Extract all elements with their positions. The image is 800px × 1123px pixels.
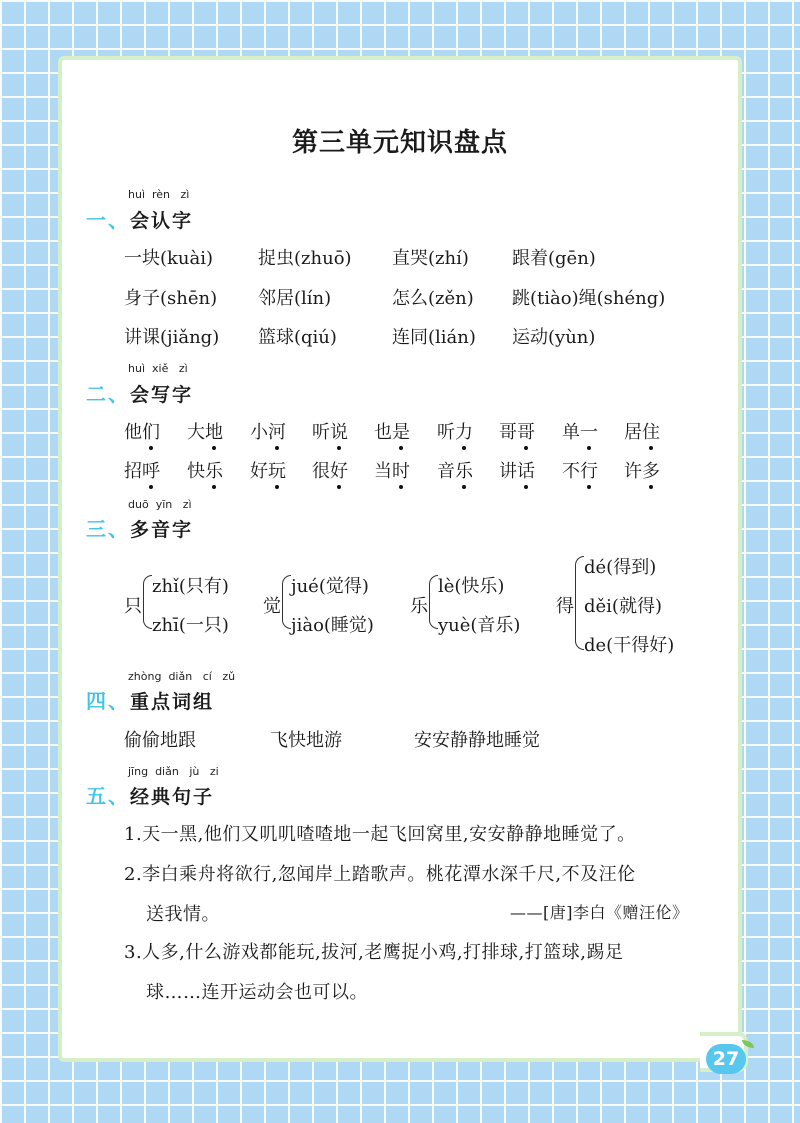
write-word	[374, 457, 410, 483]
write-char: 很	[312, 461, 330, 482]
write-char: 话	[517, 457, 535, 483]
write-char: 招	[124, 461, 142, 482]
write-char: 快	[187, 461, 205, 482]
section-5-pinyin: jīng diǎn jù zi	[128, 765, 219, 778]
recognize-char: 跳(tiào)绳(shéng)	[512, 288, 666, 309]
polyphone-char: 得	[556, 596, 574, 617]
write-char: 音	[437, 461, 455, 482]
section-2-pinyin: huì xiě zì	[128, 362, 188, 375]
write-char: 讲	[499, 461, 517, 482]
write-word	[437, 457, 473, 483]
page-title: 第三单元知识盘点	[291, 128, 508, 158]
write-char: 地	[205, 418, 223, 444]
key-phrase: 安安静静地睡觉	[414, 730, 540, 751]
write-char: 居	[624, 422, 642, 443]
polyphone-reading: zhǐ(只有)	[152, 576, 229, 597]
write-word	[499, 457, 535, 483]
write-word	[250, 457, 286, 483]
write-char: 河	[268, 418, 286, 444]
write-char: 哥	[517, 418, 535, 444]
polyphone-reading: jué(觉得)	[291, 576, 369, 597]
write-char: 小	[250, 422, 268, 443]
brace	[429, 575, 438, 629]
polyphone-reading: děi(就得)	[584, 596, 662, 617]
recognize-char: 捉虫(zhuō)	[258, 248, 352, 269]
write-char: 乐	[205, 457, 223, 483]
section-3-heading: 三、多音字	[86, 517, 194, 541]
write-char: 行	[580, 457, 598, 483]
sentence-line: 3.人多,什么游戏都能玩,拔河,老鹰捉小鸡,打排球,打篮球,踢足	[124, 942, 624, 963]
write-char: 听	[437, 422, 455, 443]
recognize-char: 运动(yùn)	[512, 327, 596, 348]
write-word	[499, 418, 535, 444]
write-word	[624, 418, 660, 444]
recognize-char: 一块(kuài)	[124, 248, 214, 269]
recognize-char: 邻居(lín)	[258, 288, 332, 309]
section-1-pinyin: huì rèn zì	[128, 188, 190, 201]
write-char: 说	[330, 418, 348, 444]
write-word	[124, 457, 160, 483]
section-5-heading: 五、经典句子	[86, 784, 215, 808]
write-char: 当	[374, 461, 392, 482]
polyphone-reading: de(干得好)	[584, 635, 675, 656]
write-char: 时	[392, 457, 410, 483]
section-2-heading: 二、会写字	[86, 382, 194, 406]
recognize-char: 篮球(qiú)	[258, 327, 337, 348]
write-char: 单	[562, 422, 580, 443]
write-word	[374, 418, 410, 444]
polyphone-reading: dé(得到)	[584, 557, 657, 578]
section-3-pinyin: duō yīn zì	[128, 498, 192, 511]
write-word	[187, 457, 223, 483]
polyphone-char: 觉	[263, 596, 281, 617]
polyphone-char: 乐	[410, 596, 428, 617]
recognize-char: 连同(lián)	[392, 327, 476, 348]
recognize-char: 跟着(gēn)	[512, 248, 596, 269]
write-char: 多	[642, 457, 660, 483]
write-char: 大	[187, 422, 205, 443]
polyphone-reading: lè(快乐)	[438, 576, 505, 597]
recognize-char: 身子(shēn)	[124, 288, 218, 309]
section-4-pinyin: zhòng diǎn cí zǔ	[128, 670, 236, 683]
brace	[575, 556, 584, 650]
polyphone-reading: yuè(音乐)	[438, 615, 521, 636]
page-number: 27	[706, 1044, 746, 1074]
brace	[143, 575, 152, 629]
section-4-heading: 四、重点词组	[86, 689, 215, 713]
write-char: 一	[580, 418, 598, 444]
recognize-char: 怎么(zěn)	[392, 288, 474, 309]
write-char: 是	[392, 418, 410, 444]
write-char: 好	[250, 461, 268, 482]
write-char: 力	[455, 418, 473, 444]
write-char: 听	[312, 422, 330, 443]
section-1-heading: 一、会认字	[86, 208, 194, 232]
write-word	[312, 418, 348, 444]
write-word	[437, 418, 473, 444]
polyphone-reading: zhī(一只)	[152, 615, 229, 636]
write-char: 玩	[268, 457, 286, 483]
sentence-line: 球……连开运动会也可以。	[146, 982, 368, 1003]
write-char: 们	[142, 418, 160, 444]
polyphone-reading: jiào(睡觉)	[291, 615, 374, 636]
write-char: 呼	[142, 457, 160, 483]
write-char: 许	[624, 461, 642, 482]
brace	[282, 575, 291, 629]
write-word	[562, 457, 598, 483]
sentence-line: 送我情。	[146, 904, 220, 925]
write-char: 也	[374, 422, 392, 443]
write-char: 哥	[499, 422, 517, 443]
key-phrase: 偷偷地跟	[124, 730, 196, 751]
sentence-line: 1.天一黑,他们又叽叽喳喳地一起飞回窝里,安安静静地睡觉了。	[124, 824, 636, 845]
write-word	[562, 418, 598, 444]
write-word	[124, 418, 160, 444]
write-char: 好	[330, 457, 348, 483]
recognize-char: 讲课(jiǎng)	[124, 327, 220, 348]
write-char: 他	[124, 422, 142, 443]
write-word	[624, 457, 660, 483]
write-word	[312, 457, 348, 483]
write-char: 住	[642, 418, 660, 444]
sentence-line: 2.李白乘舟将欲行,忽闻岸上踏歌声。桃花潭水深千尺,不及汪伦	[124, 864, 636, 885]
write-word	[187, 418, 223, 444]
recognize-char: 直哭(zhí)	[392, 248, 469, 269]
write-char: 不	[562, 461, 580, 482]
write-word	[250, 418, 286, 444]
key-phrase: 飞快地游	[270, 730, 342, 751]
polyphone-char: 只	[124, 596, 142, 617]
poem-source: ——[唐]李白《赠汪伦》	[510, 903, 689, 922]
write-char: 乐	[455, 457, 473, 483]
